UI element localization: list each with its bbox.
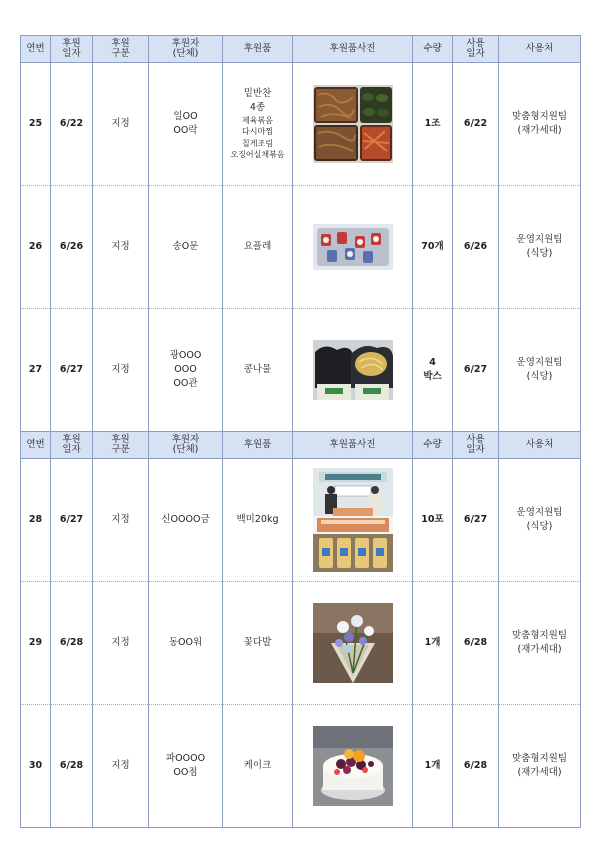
- column-header: [223, 36, 293, 63]
- donation-type: 지정: [93, 186, 149, 309]
- column-header-line: 구분: [111, 444, 130, 455]
- column-header-line: 일자: [466, 48, 485, 59]
- donation-photo-cell: [293, 309, 413, 432]
- donation-table-top: [20, 35, 581, 432]
- cell-line: 4: [429, 357, 436, 369]
- donation-date: 6/28: [51, 582, 93, 705]
- use-place: [499, 186, 581, 309]
- column-header: [223, 432, 293, 459]
- cell-line: OOO: [174, 364, 197, 376]
- column-header: [93, 432, 149, 459]
- cell-line: 운영지원팀: [516, 357, 563, 369]
- cell-line: (식당): [526, 248, 553, 259]
- donation-photo-cell: [293, 63, 413, 186]
- quantity: [413, 582, 453, 705]
- use-date: 6/22: [453, 63, 499, 186]
- column-header-line: 후원자: [171, 37, 200, 49]
- cell-line: 광OOO: [169, 350, 202, 362]
- donation-type: 지정: [93, 459, 149, 582]
- column-header-line: 사용처: [525, 438, 554, 450]
- donation-type: 지정: [93, 309, 149, 432]
- cell-line: 요플레: [243, 241, 272, 253]
- donation-date: 6/27: [51, 309, 93, 432]
- cell-line: 송O문: [172, 241, 199, 253]
- cell-line: 다시마찜: [242, 127, 273, 137]
- use-date: 6/27: [453, 309, 499, 432]
- column-header-line: 연번: [26, 438, 45, 450]
- column-header: [499, 432, 581, 459]
- column-header: [293, 432, 413, 459]
- donation-photo-cell: [293, 459, 413, 582]
- cell-line: 1개: [424, 637, 441, 649]
- column-header-line: 수량: [423, 438, 442, 450]
- cell-line: 동OO워: [168, 637, 203, 649]
- donation-date: 6/28: [51, 705, 93, 828]
- column-header-line: 구분: [111, 48, 130, 59]
- donation-type: 지정: [93, 582, 149, 705]
- column-header-line: (단체): [172, 444, 199, 455]
- donation-table-bottom: [20, 431, 581, 828]
- quantity: [413, 63, 453, 186]
- donation-photo-cell: [293, 582, 413, 705]
- bouquet-photo: [313, 603, 393, 683]
- column-header-line: 사용: [466, 37, 485, 49]
- column-header-line: 연번: [26, 42, 45, 54]
- donor-name: [149, 63, 223, 186]
- use-place: [499, 705, 581, 828]
- use-place: [499, 63, 581, 186]
- donor-name: [149, 705, 223, 828]
- cell-line: 맞춤형지원팀: [511, 630, 568, 642]
- column-header-line: 후원: [111, 433, 130, 445]
- cell-line: (식당): [526, 371, 553, 382]
- row-number: 30: [21, 705, 51, 828]
- use-place: [499, 582, 581, 705]
- cell-line: 꽃다발: [243, 637, 272, 649]
- column-header: [21, 36, 51, 63]
- cell-line: (재가세대): [517, 644, 562, 655]
- row-number: 25: [21, 63, 51, 186]
- table-row: [21, 186, 581, 309]
- column-header: [149, 36, 223, 63]
- side-dishes-photo: [313, 85, 393, 163]
- row-number: 27: [21, 309, 51, 432]
- column-header-line: 후원자: [171, 433, 200, 445]
- column-header-line: 후원: [62, 433, 81, 445]
- cake-photo: [313, 726, 393, 806]
- donated-item: [223, 186, 293, 309]
- cell-line: 박스: [423, 371, 442, 382]
- column-header: [453, 432, 499, 459]
- table-row: [21, 705, 581, 828]
- column-header-line: 후원품사진: [329, 42, 376, 54]
- cell-line: 운영지원팀: [516, 234, 563, 246]
- use-date: 6/28: [453, 705, 499, 828]
- column-header: [21, 432, 51, 459]
- table-row: [21, 63, 581, 186]
- quantity: [413, 186, 453, 309]
- donated-item: [223, 63, 293, 186]
- use-date: 6/26: [453, 186, 499, 309]
- cell-line: 맞춤형지원팀: [511, 111, 568, 123]
- row-number: 29: [21, 582, 51, 705]
- column-header: [51, 432, 93, 459]
- donation-date: 6/27: [51, 459, 93, 582]
- cell-line: 밑반찬: [243, 88, 272, 100]
- cell-line: 4종: [249, 101, 266, 113]
- quantity: [413, 309, 453, 432]
- cell-line: 파OOOO: [165, 753, 206, 765]
- column-header: [51, 36, 93, 63]
- use-place: [499, 309, 581, 432]
- cell-line: 오징어실채볶음: [230, 150, 285, 160]
- column-header: [499, 36, 581, 63]
- donated-item: [223, 459, 293, 582]
- cell-line: 칠게조림: [242, 138, 273, 148]
- cell-line: 70개: [421, 241, 444, 253]
- use-place: [499, 459, 581, 582]
- cell-line: (재가세대): [517, 125, 562, 136]
- quantity: [413, 705, 453, 828]
- cell-line: 1개: [424, 760, 441, 772]
- cell-line: 10포: [421, 514, 444, 526]
- cell-line: OO점: [173, 767, 198, 778]
- donor-name: [149, 582, 223, 705]
- table-row: [21, 582, 581, 705]
- column-header: [413, 36, 453, 63]
- column-header-line: (단체): [172, 48, 199, 59]
- donor-name: [149, 186, 223, 309]
- donor-name: [149, 309, 223, 432]
- bean-sprouts-photo: [313, 340, 393, 400]
- cell-line: 제육볶음: [242, 115, 273, 125]
- column-header-line: 후원: [111, 37, 130, 49]
- table-header: [21, 36, 581, 63]
- column-header-line: 일자: [466, 444, 485, 455]
- donation-date: 6/26: [51, 186, 93, 309]
- donation-date: 6/22: [51, 63, 93, 186]
- column-header: [453, 36, 499, 63]
- cell-line: OO락: [173, 125, 198, 136]
- donated-item: [223, 582, 293, 705]
- column-header-line: 사용처: [525, 42, 554, 54]
- row-number: 28: [21, 459, 51, 582]
- quantity: [413, 459, 453, 582]
- donation-photo-cell: [293, 705, 413, 828]
- donation-type: 지정: [93, 705, 149, 828]
- cell-line: (식당): [526, 521, 553, 532]
- column-header: [293, 36, 413, 63]
- donated-item: [223, 309, 293, 432]
- column-header: [93, 36, 149, 63]
- cell-line: 운영지원팀: [516, 507, 563, 519]
- column-header-line: 후원품: [243, 438, 272, 450]
- cell-line: (재가세대): [517, 767, 562, 778]
- cell-line: 일OO: [173, 111, 198, 123]
- column-header-line: 일자: [62, 444, 81, 455]
- cell-line: 케이크: [243, 760, 272, 772]
- rice-donation-photo: [313, 468, 393, 572]
- cell-line: 신OOOO금: [161, 514, 210, 526]
- use-date: 6/27: [453, 459, 499, 582]
- column-header: [413, 432, 453, 459]
- donor-name: [149, 459, 223, 582]
- column-header-line: 후원: [62, 37, 81, 49]
- table-row: [21, 309, 581, 432]
- column-header-line: 일자: [62, 48, 81, 59]
- column-header-line: 사용: [466, 433, 485, 445]
- cell-line: 맞춤형지원팀: [511, 753, 568, 765]
- donated-item: [223, 705, 293, 828]
- table-row: [21, 459, 581, 582]
- donation-photo-cell: [293, 186, 413, 309]
- cell-line: 1조: [424, 118, 441, 130]
- row-number: 26: [21, 186, 51, 309]
- donation-type: 지정: [93, 63, 149, 186]
- cell-line: OO관: [173, 377, 198, 389]
- table-header: [21, 432, 581, 459]
- column-header-line: 수량: [423, 42, 442, 54]
- cell-line: 콩나물: [243, 364, 272, 376]
- column-header: [149, 432, 223, 459]
- use-date: 6/28: [453, 582, 499, 705]
- column-header-line: 후원품사진: [329, 438, 376, 450]
- column-header-line: 후원품: [243, 42, 272, 54]
- yogurt-photo: [313, 224, 393, 270]
- cell-line: 백미20kg: [236, 514, 279, 526]
